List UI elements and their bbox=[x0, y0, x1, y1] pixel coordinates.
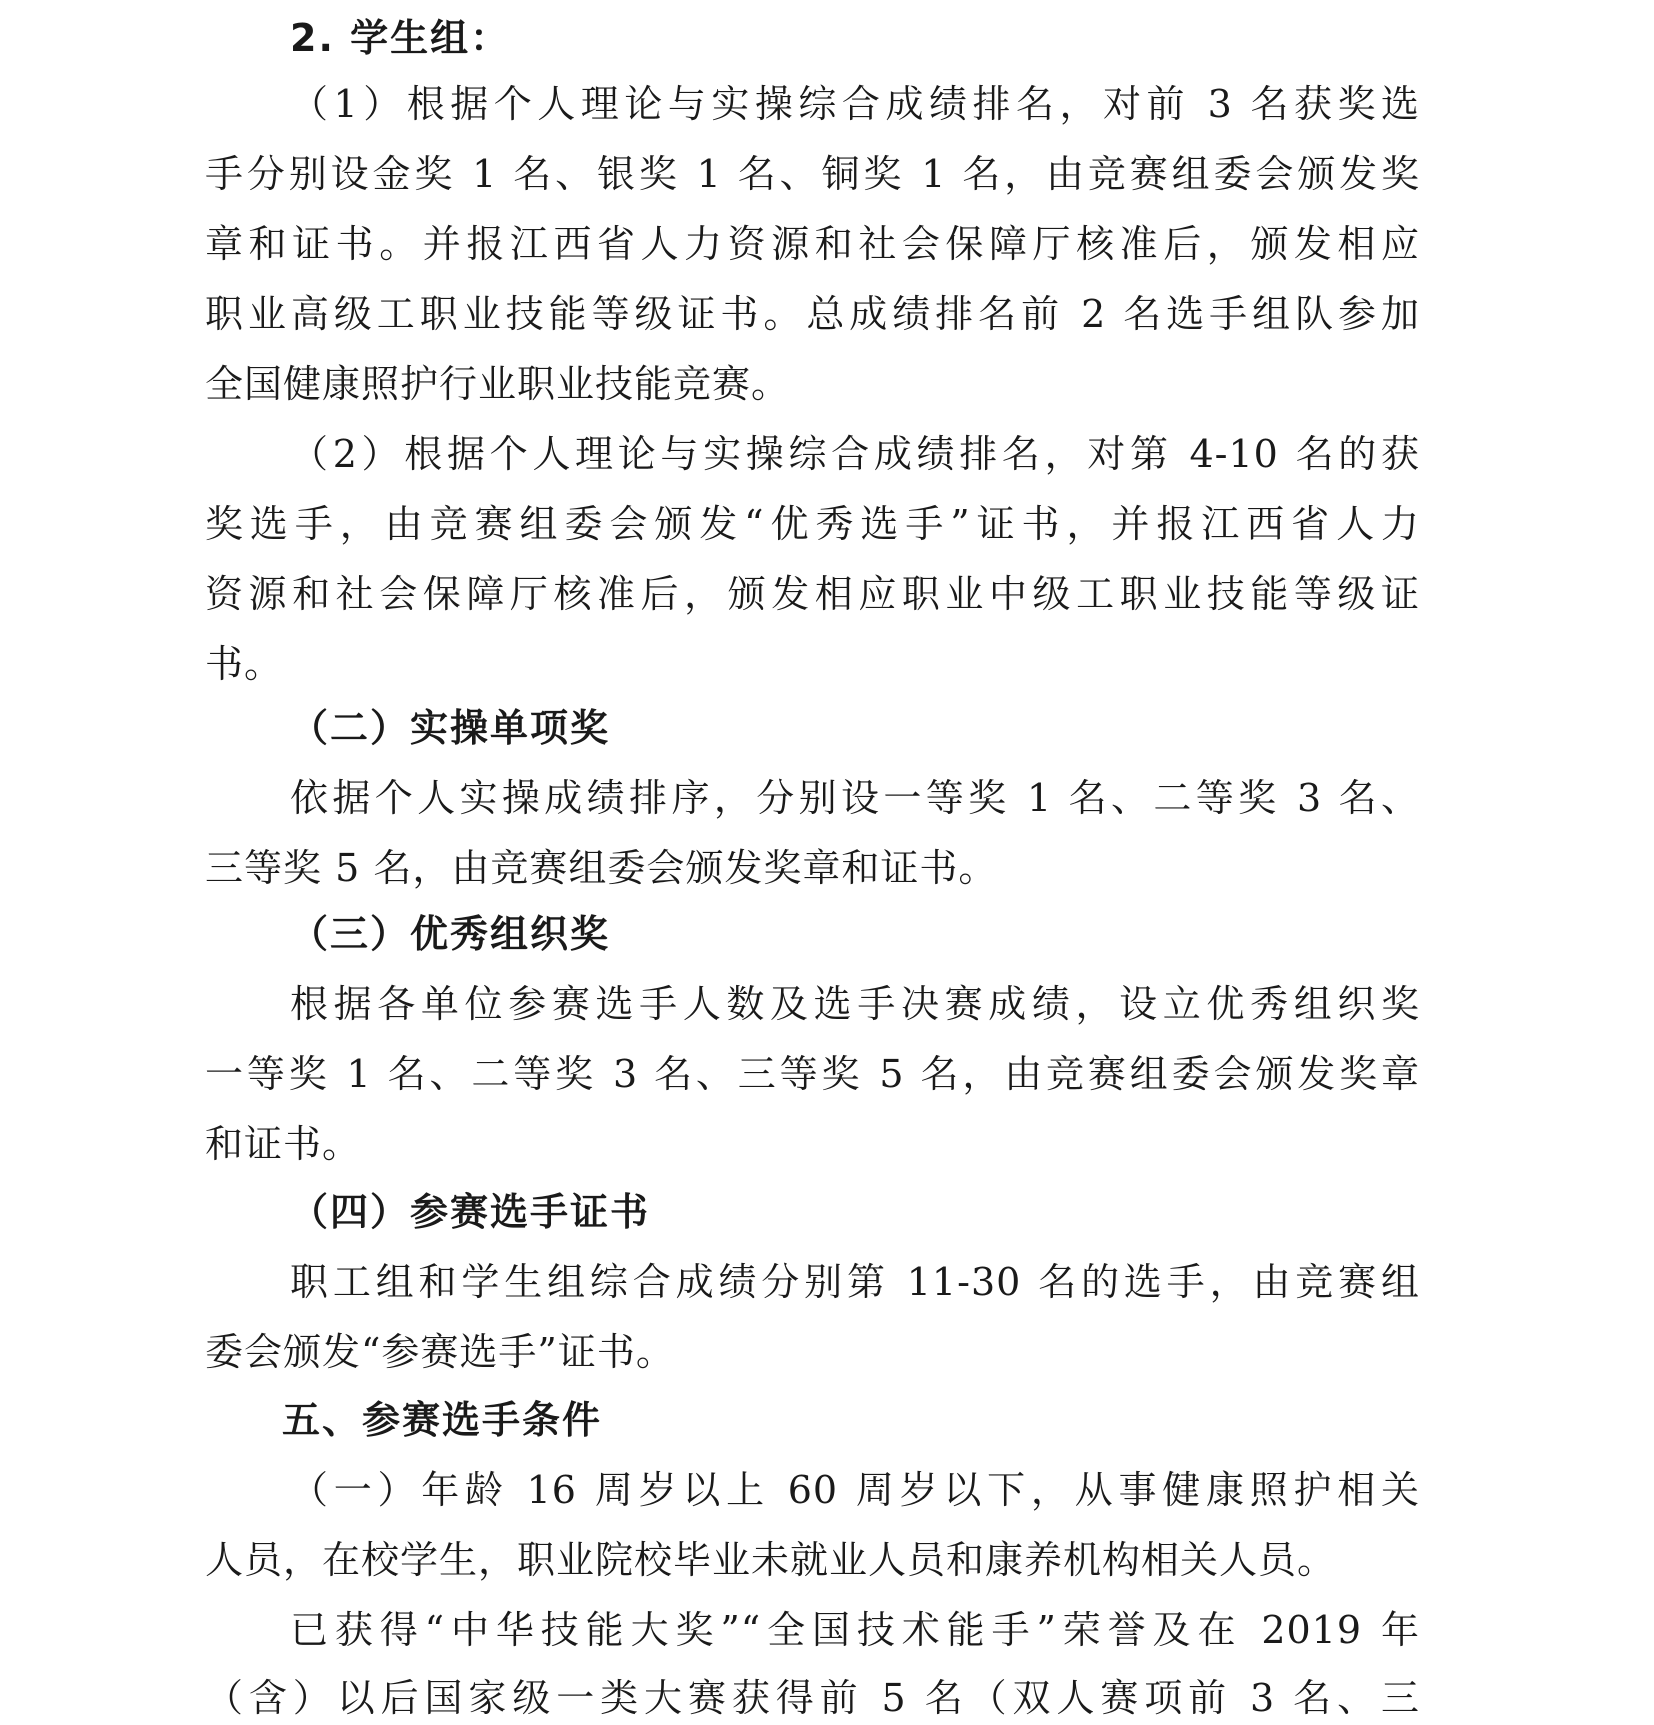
org-award-line-2: 一等奖 1 名、二等奖 3 名、三等奖 5 名，由竞赛组委会颁发奖章 bbox=[205, 1052, 1420, 1096]
practical-award-line-2: 三等奖 5 名，由竞赛组委会颁发奖章和证书。 bbox=[205, 846, 998, 890]
student-para-1-line-2: 手分别设金奖 1 名、银奖 1 名、铜奖 1 名，由竞赛组委会颁发奖 bbox=[205, 152, 1420, 196]
student-para-1-line-4: 职业高级工职业技能等级证书。总成绩排名前 2 名选手组队参加 bbox=[205, 292, 1420, 336]
participant-cert-line-1: 职工组和学生组综合成绩分别第 11-30 名的选手，由竞赛组 bbox=[290, 1260, 1420, 1304]
student-para-1-line-1: （1）根据个人理论与实操综合成绩排名，对前 3 名获奖选 bbox=[290, 82, 1420, 126]
conditions-para-2-line-1: 已获得“中华技能大奖”“全国技术能手”荣誉及在 2019 年 bbox=[290, 1608, 1420, 1652]
student-para-2-line-2: 奖选手，由竞赛组委会颁发“优秀选手”证书，并报江西省人力 bbox=[205, 502, 1420, 546]
student-para-1-line-5: 全国健康照护行业职业技能竞赛。 bbox=[205, 362, 791, 406]
participant-cert-line-2: 委会颁发“参赛选手”证书。 bbox=[205, 1330, 675, 1374]
org-award-line-3: 和证书。 bbox=[205, 1122, 362, 1166]
student-para-2-line-1: （2）根据个人理论与实操综合成绩排名，对第 4-10 名的获 bbox=[290, 432, 1420, 476]
student-para-2-line-4: 书。 bbox=[205, 642, 284, 686]
org-award-line-1: 根据各单位参赛选手人数及选手决赛成绩，设立优秀组织奖 bbox=[290, 982, 1420, 1026]
org-award-heading: （三）优秀组织奖 bbox=[290, 912, 611, 956]
student-group-heading: 2. 学生组： bbox=[290, 16, 511, 60]
conditions-para-1-line-1: （一）年龄 16 周岁以上 60 周岁以下，从事健康照护相关 bbox=[290, 1468, 1420, 1512]
practical-award-line-1: 依据个人实操成绩排序，分别设一等奖 1 名、二等奖 3 名、 bbox=[290, 776, 1420, 820]
conditions-para-2-line-2: （含）以后国家级一类大赛获得前 5 名（双人赛项前 3 名、三 bbox=[205, 1676, 1420, 1720]
practical-award-heading: （二）实操单项奖 bbox=[290, 706, 611, 750]
participant-cert-heading: （四）参赛选手证书 bbox=[290, 1190, 651, 1234]
conditions-para-1-line-2: 人员，在校学生，职业院校毕业未就业人员和康养机构相关人员。 bbox=[205, 1538, 1337, 1582]
student-para-2-line-3: 资源和社会保障厅核准后，颁发相应职业中级工职业技能等级证 bbox=[205, 572, 1420, 616]
student-para-1-line-3: 章和证书。并报江西省人力资源和社会保障厅核准后，颁发相应 bbox=[205, 222, 1420, 266]
conditions-heading: 五、参赛选手条件 bbox=[282, 1398, 603, 1442]
